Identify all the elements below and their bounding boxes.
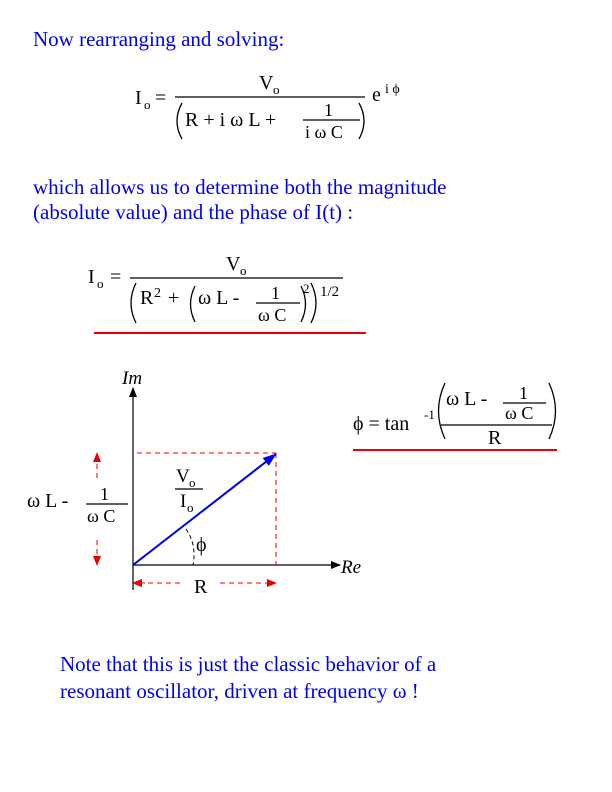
equation-current (135, 72, 400, 142)
eq2-inner-denominator: ω C (258, 305, 287, 325)
note-line-1: Note that this is just the classic behavior of a (60, 652, 437, 676)
eq2-square: 2 (303, 281, 310, 296)
eq1-inner-numerator: 1 (324, 100, 333, 120)
vector-denominator-sub: o (187, 500, 194, 515)
explanation-line-2: (absolute value) and the phase of I(t) : (33, 200, 354, 224)
eq3-numerator: ω L - (446, 388, 488, 410)
intro-text: Now rearranging and solving: (33, 27, 285, 51)
vertical-label-omegaL: ω L - (27, 490, 69, 512)
vector-denominator: I (180, 491, 187, 512)
eq1-lhs: I (135, 87, 142, 109)
eq1-equals: = (155, 87, 167, 109)
vertical-label-denominator: ω C (87, 506, 116, 526)
eq3-denominator: R (488, 427, 502, 449)
eq1-numerator: V (259, 72, 274, 94)
eq2-equals: = (110, 266, 122, 288)
explanation-line-1: which allows us to determine both the magnitude (33, 175, 447, 199)
eq1-denominator-left: R + i ω L + (185, 109, 277, 131)
equation-phase (353, 383, 557, 450)
eq2-numerator-sub: o (240, 263, 247, 278)
eq1-left-paren (177, 103, 182, 139)
eq2-plus: + (168, 287, 180, 309)
eq1-exponent: i ϕ (385, 82, 400, 97)
eq2-numerator: V (226, 253, 241, 275)
vector-numerator-sub: o (189, 475, 196, 490)
eq2-R: R (140, 287, 154, 309)
eq1-lhs-sub: o (144, 97, 151, 112)
eq2-outer-left-paren (131, 283, 136, 323)
eq2-inner-left-paren (191, 286, 196, 322)
eq2-half-power: 1/2 (320, 284, 340, 300)
eq3-right-paren (549, 383, 556, 439)
eq1-exp-base: e (372, 84, 381, 106)
eq2-lhs-sub: o (97, 276, 104, 291)
eq2-inner-numerator: 1 (271, 283, 280, 303)
eq2-lhs: I (88, 266, 95, 288)
eq3-left-paren (439, 383, 446, 439)
angle-label: ϕ (196, 534, 207, 556)
im-axis-label: Im (122, 368, 143, 389)
eq3-inverse: -1 (424, 407, 435, 422)
eq2-omegaL: ω L - (198, 287, 240, 309)
vector-numerator: V (176, 466, 190, 487)
equation-magnitude (88, 253, 366, 333)
eq1-inner-denominator: i ω C (305, 122, 343, 142)
vertical-label-numerator: 1 (100, 484, 109, 504)
eq1-numerator-sub: o (273, 82, 280, 97)
horizontal-label: R (194, 576, 208, 598)
eq3-inner-denominator: ω C (505, 403, 534, 423)
eq2-outer-right-paren (311, 283, 316, 323)
phasor-diagram (27, 368, 361, 598)
angle-arc (186, 529, 194, 565)
eq3-phi-tan: ϕ = tan (353, 413, 410, 435)
eq3-inner-numerator: 1 (519, 383, 528, 403)
re-axis-label: Re (341, 557, 362, 578)
eq2-R-exponent: 2 (154, 286, 161, 301)
note-line-2: resonant oscillator, driven at frequency ω ! (60, 679, 419, 703)
eq1-right-paren (359, 103, 364, 139)
